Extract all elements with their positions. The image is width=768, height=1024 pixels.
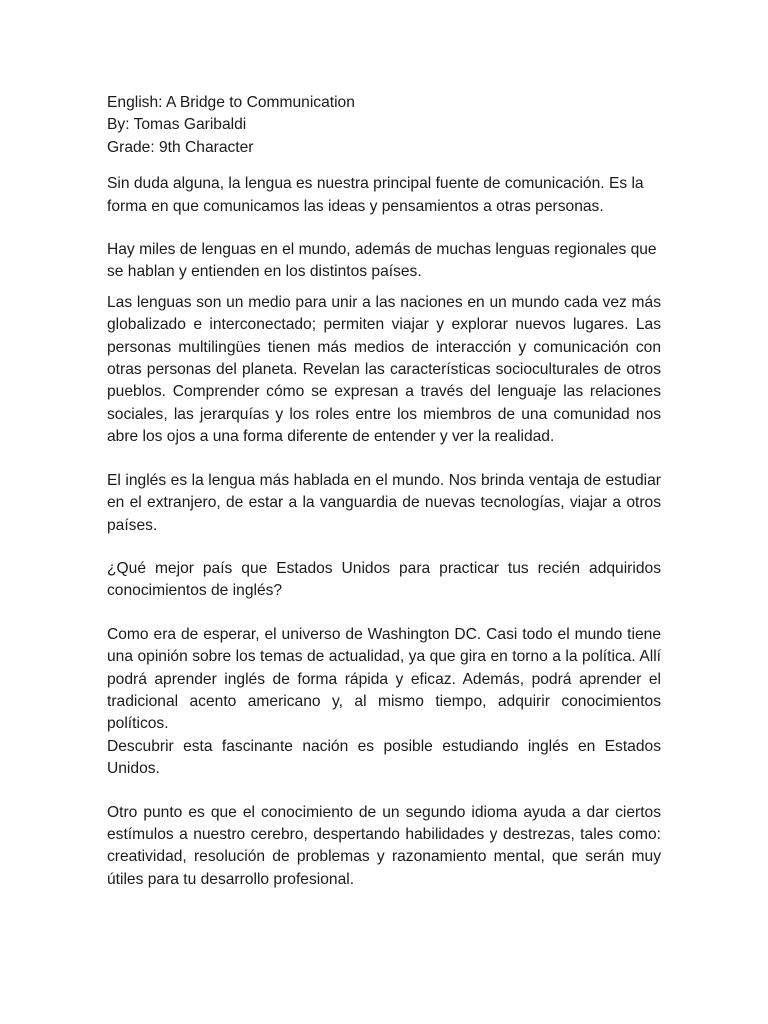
paragraph: Como era de esperar, el universo de Washington DC. Casi todo el mundo tiene una opinión sobre los temas de actualidad, ya que gira en torno a la política. Allí podrá aprender inglés de forma rápida y eficaz. Además, podrá aprender el tradicional acento americano y, al mismo tiempo, adquirir conocimientos políticos.	[107, 625, 661, 733]
paragraph: Descubrir esta fascinante nación es posible estudiando inglés en Estados Unidos.	[107, 737, 661, 778]
paragraph: Hay miles de lenguas en el mundo, además de muchas lenguas regionales que se hablan y entienden en los distintos países.	[107, 241, 657, 281]
paragraph: El inglés es la lengua más hablada en el mundo. Nos brinda ventaja de estudiar en el extranjero, de estar a la vanguardia de nuevas tecnologías, viajar a otros países.	[107, 471, 661, 534]
document-title: English: A Bridge to Communication	[107, 94, 355, 111]
document-grade: Grade: 9th Character	[107, 138, 254, 156]
paragraph: Otro punto es que el conocimiento de un segundo idioma ayuda a dar ciertos estímulos a nuestro cerebro, despertando habilidades y destrezas, tales como: creatividad, resolución de problemas y razonamiento mental, que serán muy útiles para tu desarrollo profesional.	[107, 803, 661, 888]
paragraph: Las lenguas son un medio para unir a las naciones en un mundo cada vez más globalizado e interconectado; permiten viajar y explorar nuevos lugares. Las personas multilingües tienen más medios de interacción y comunicación con otras personas del planeta. Revelan las características socioculturales de otros pueblos. Comprender cómo se expresan a través del lenguaje las relaciones sociales, las jerarquías y los roles entre los miembros de una comunidad nos abre los ojos a una forma diferente de entender y ver la realidad.	[107, 293, 661, 446]
paragraph: Sin duda alguna, la lengua es nuestra principal fuente de comunicación. Es la forma en que comunicamos las ideas y pensamientos a otras personas.	[107, 175, 644, 215]
paragraph: ¿Qué mejor país que Estados Unidos para practicar tus recién adquiridos conocimientos de inglés?	[107, 559, 661, 600]
document-author: By: Tomas Garibaldi	[107, 116, 247, 134]
document-header	[107, 92, 661, 159]
document-body	[107, 92, 661, 912]
